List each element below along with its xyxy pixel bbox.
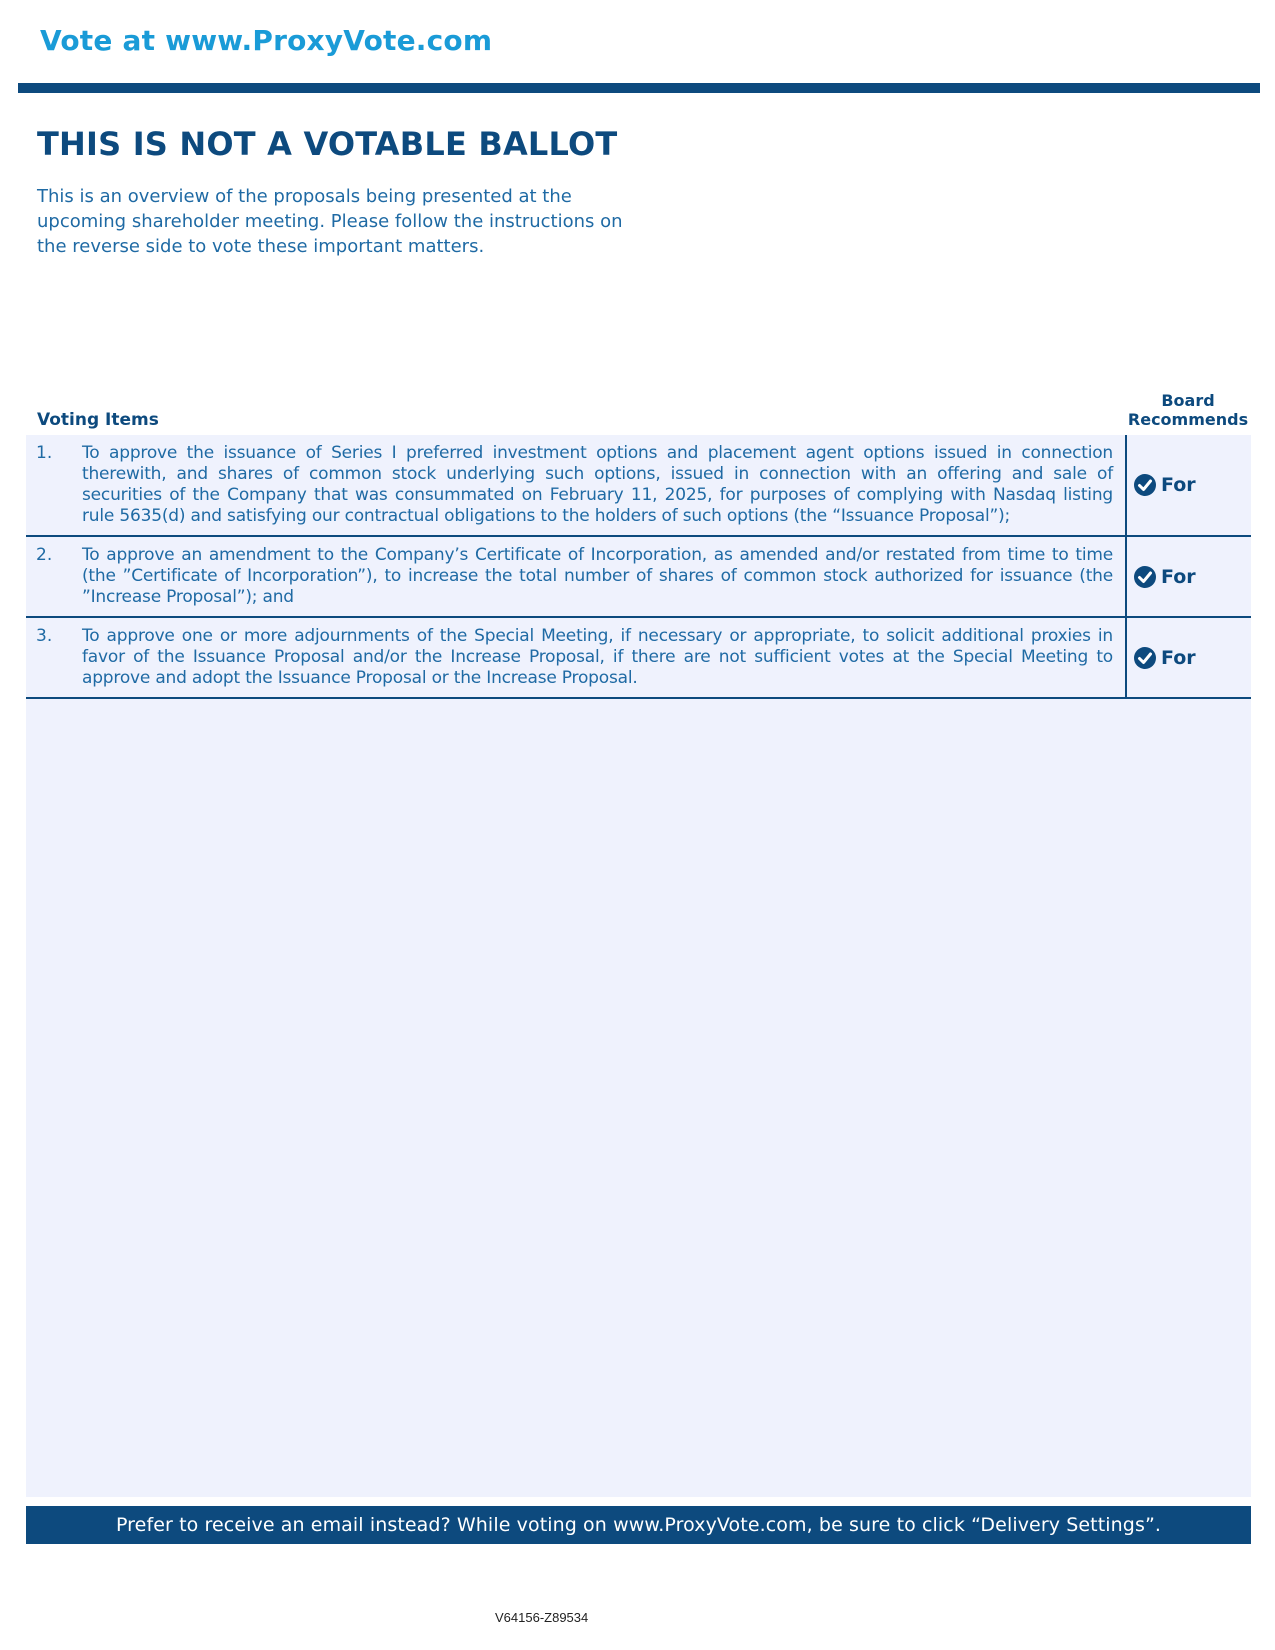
voting-item-text-cell [26,618,1127,697]
check-circle-icon [1133,473,1157,497]
header-divider [18,83,1260,93]
voting-item-description: To approve the issuance of Series I preferred investment options and placement agent options issued in connection therewith, and shares of common stock underlying such options, issued in connection with an offering and sale of securities of the Company that was consummated on February 11, 2025, for purposes of complying with Nasdaq listing rule 5635(d) and satisfying our contractual obligations to the holders of such options (the “Issuance Proposal”); [82,443,1113,526]
voting-item-row [26,435,1251,537]
email-delivery-banner: Prefer to receive an email instead? While voting on www.ProxyVote.com, be sure to click “Delivery Settings”. [26,1506,1251,1544]
voting-item-text-cell [26,537,1127,616]
document-code: V64156-Z89534 [495,1610,589,1625]
voting-item-row [26,618,1251,699]
voting-item-number: 2. [36,545,53,565]
intro-text: This is an overview of the proposals being presented at the upcoming shareholder meeting. Please follow the instructions on the reverse side to vote these important matters. [37,186,623,257]
voting-items-header: Voting Items [37,410,159,430]
voting-item-number: 3. [36,626,53,646]
proxyvote-link[interactable]: Vote at www.ProxyVote.com [40,24,493,57]
check-circle-icon [1133,646,1157,670]
voting-item-description: To approve one or more adjournments of the Special Meeting, if necessary or appropriate, to solicit additional proxies in favor of the Issuance Proposal and/or the Increase Proposal, if there are not sufficient votes at the Special Meeting to approve and adopt the Issuance Proposal or the Increase Proposal. [82,626,1113,688]
check-circle-icon [1133,565,1157,589]
board-recommends-line1: Board [1161,391,1215,410]
recommendation-label: For [1161,474,1196,496]
recommendation-cell [1127,537,1251,616]
voting-item-text-cell [26,435,1127,535]
voting-item-row [26,537,1251,618]
recommendation-label: For [1161,646,1196,669]
voting-items-table [26,435,1251,699]
voting-item-number: 1. [36,443,53,463]
page-title: THIS IS NOT A VOTABLE BALLOT [37,125,618,163]
recommendation-cell [1127,618,1251,697]
voting-item-description: To approve an amendment to the Company’s Certificate of Incorporation, as amended and/or restated from time to time (the ”Certificate of Incorporation”), to increase the total number of shares of common stock authorized for issuance (the ”Increase Proposal”); and [82,545,1113,607]
recommendation-label: For [1161,565,1196,588]
board-recommends-header [1118,391,1258,429]
board-recommends-line2: Recommends [1127,410,1249,429]
recommendation-cell [1127,435,1251,535]
